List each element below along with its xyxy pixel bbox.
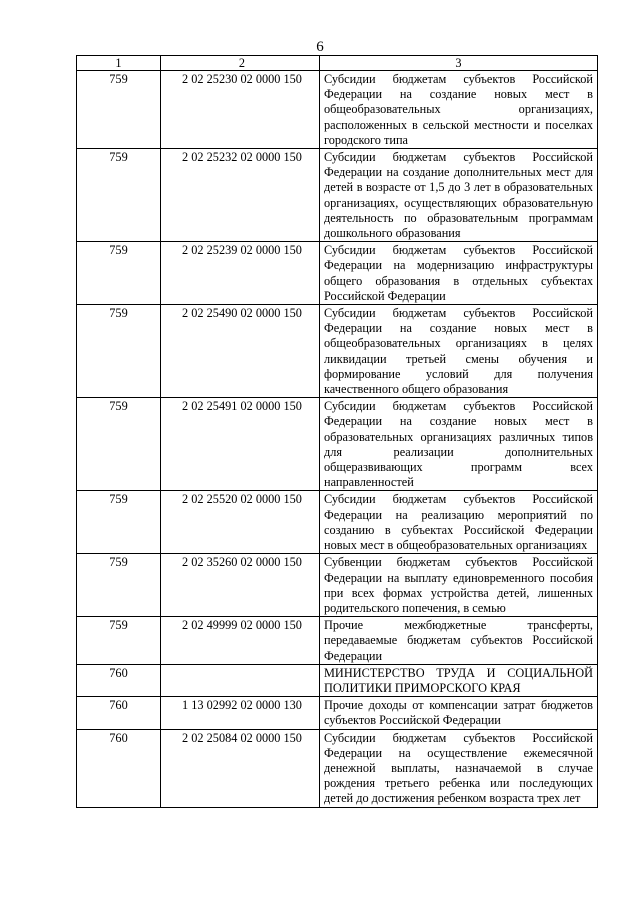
budget-classification-table xyxy=(76,55,598,808)
revenue-code-cell: 2 02 25239 02 0000 150 xyxy=(161,242,320,305)
admin-code-cell: 760 xyxy=(77,729,161,807)
table-row xyxy=(77,554,598,617)
revenue-code-cell: 2 02 25520 02 0000 150 xyxy=(161,491,320,554)
table-row xyxy=(77,149,598,242)
revenue-name-cell: Прочие доходы от компенсации затрат бюджетов субъектов Российской Федерации xyxy=(320,697,598,729)
admin-code-cell: 759 xyxy=(77,71,161,149)
revenue-code-cell: 2 02 49999 02 0000 150 xyxy=(161,617,320,665)
table-row xyxy=(77,617,598,665)
revenue-code-cell: 2 02 25232 02 0000 150 xyxy=(161,149,320,242)
table-row xyxy=(77,491,598,554)
column-header-admin: 1 xyxy=(77,56,161,71)
revenue-code-cell: 2 02 25491 02 0000 150 xyxy=(161,398,320,491)
revenue-name-cell: Субсидии бюджетам субъектов Российской Федерации на создание новых мест в образовательных организациях различных типов для реализации дополнительных общеразвивающих программ всех направленностей xyxy=(320,398,598,491)
revenue-code-cell: 2 02 35260 02 0000 150 xyxy=(161,554,320,617)
admin-code-cell: 759 xyxy=(77,491,161,554)
revenue-name-cell: Субсидии бюджетам субъектов Российской Федерации на создание дополнительных мест для детей в возрасте от 1,5 до 3 лет в образовательных организациях, осуществляющих образовательную деятельность по образовательным программам дошкольного образования xyxy=(320,149,598,242)
revenue-code-cell: 2 02 25230 02 0000 150 xyxy=(161,71,320,149)
admin-code-cell: 759 xyxy=(77,398,161,491)
table-row xyxy=(77,398,598,491)
revenue-name-cell: Субсидии бюджетам субъектов Российской Федерации на реализацию мероприятий по созданию в субъектах Российской Федерации новых мест в общеобразовательных организациях xyxy=(320,491,598,554)
revenue-code-cell: 1 13 02992 02 0000 130 xyxy=(161,697,320,729)
admin-code-cell: 760 xyxy=(77,697,161,729)
admin-code-cell: 759 xyxy=(77,242,161,305)
column-header-name: 3 xyxy=(320,56,598,71)
table-row-ministry-heading xyxy=(77,664,598,696)
admin-code-cell: 759 xyxy=(77,554,161,617)
page-number: 6 xyxy=(316,39,324,55)
table-row xyxy=(77,697,598,729)
revenue-name-cell: Субсидии бюджетам субъектов Российской Федерации на создание новых мест в общеобразовательных организациях, расположенных в сельской местности и поселках городского типа xyxy=(320,71,598,149)
admin-code-cell: 759 xyxy=(77,617,161,665)
admin-code-cell: 759 xyxy=(77,305,161,398)
table-row xyxy=(77,71,598,149)
revenue-name-cell: Прочие межбюджетные трансферты, передаваемые бюджетам субъектов Российской Федерации xyxy=(320,617,598,665)
column-header-code: 2 xyxy=(161,56,320,71)
revenue-name-cell: Субсидии бюджетам субъектов Российской Федерации на осуществление ежемесячной денежной выплаты, назначаемой в случае рождения третьего ребенка или последующих детей до достижения ребенком возраста трех лет xyxy=(320,729,598,807)
admin-code-cell: 760 xyxy=(77,664,161,696)
revenue-name-cell: Субсидии бюджетам субъектов Российской Федерации на создание новых мест в общеобразовательных организациях в целях ликвидации третьей смены обучения и формирование условий для получения качественного общего образования xyxy=(320,305,598,398)
table-row xyxy=(77,242,598,305)
revenue-name-cell: Субсидии бюджетам субъектов Российской Федерации на модернизацию инфраструктуры общего образования в отдельных субъектах Российской Федерации xyxy=(320,242,598,305)
ministry-name-cell: МИНИСТЕРСТВО ТРУДА И СОЦИАЛЬНОЙ ПОЛИТИКИ ПРИМОРСКОГО КРАЯ xyxy=(320,664,598,696)
table-row xyxy=(77,305,598,398)
table-row xyxy=(77,729,598,807)
admin-code-cell: 759 xyxy=(77,149,161,242)
table-header-row xyxy=(77,56,598,71)
revenue-code-cell xyxy=(161,664,320,696)
revenue-code-cell: 2 02 25490 02 0000 150 xyxy=(161,305,320,398)
revenue-code-cell: 2 02 25084 02 0000 150 xyxy=(161,729,320,807)
revenue-name-cell: Субвенции бюджетам субъектов Российской Федерации на выплату единовременного пособия при всех формах устройства детей, лишенных родительского попечения, в семью xyxy=(320,554,598,617)
